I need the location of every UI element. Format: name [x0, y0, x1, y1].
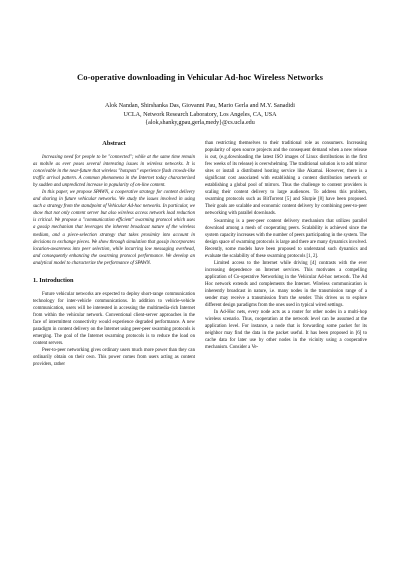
body-paragraph: Peer-to-peer networking gives ordinary users much more power than they can ordinarily obtain on their own. This power comes from users acting as content providers, rather: [33, 348, 195, 368]
author-names: Alok Nandan, Shirshanka Das, Giovanni Pau, Mario Gerla and M.Y. Sanadidi: [105, 103, 295, 109]
author-affiliation: UCLA, Network Research Laboratory, Los Angeles, CA, USA: [123, 111, 277, 118]
body-paragraph: than restricting themselves to their traditional role as consumers. Increasing popularity of open source projects and the consequent demand when a new release is out, (e.g.downloading the latest ISO images of Linux distributions in the first few weeks of its release) is overwhelming. The traditional solution is to add mirror sites or install a distributed hosting service like Akamai. However, there is a significant cost associated with establishing a content distribution network or establishing a global pool of mirrors. Thus the challenge to content providers is scaling their content delivery to large audiences. To address this problem, swarming protocols such as BitTorrent [5] and Slurpie [8] have been proposed. Their goals are scalable and economic content delivery by combining peer-to-peer networking with parallel downloads.: [205, 141, 367, 217]
body-paragraph: Future vehicular networks are expected to deploy short-range communication technology for inter-vehicle communications. In addition to vehicle-vehicle communication, users will be interested in accessing the multimedia-rich Internet from within the vehicular network. Conventional client-server approaches in the face of intermittent connectivity would experience degraded performance. A new paradigm in content delivery on the Internet using peer-peer swarming protocols is emerging. The goal of the Internet swarming protocols is to reduce the load on content servers.: [33, 291, 195, 347]
right-column: [205, 140, 367, 351]
author-block: [0, 102, 400, 128]
abstract-heading: Abstract: [102, 140, 126, 147]
paper-title: Co-operative downloading in Vehicular Ad-hoc Wireless Networks: [77, 72, 323, 82]
section-heading: 1. Introduction: [33, 276, 74, 284]
abstract-paragraph: Increasing need for people to be "connected"; while at the same time remain as mobile as ever poses several interesting issues in wireless networks. It is conceivable in the near-future that wireless "hotspots" experience flash crowds-like traffic arrival pattern. A common phenomena in the Internet today characterized by sudden and unpredicted increase in popularity of on-line content.: [33, 155, 195, 189]
abstract-body: [33, 154, 195, 267]
abstract-paragraph: In this paper, we propose SPAWN, a cooperative strategy for content delivery and sharing in future vehicular networks. We study the issues involved in using such a strategy from the standpoint of Vehicular Ad-hoc networks. In particular, we show that not only content server but also wireless access network load reduction is critical. We propose a "communication efficient" swarming protocol which uses a gossip mechanism that leverages the inherent broadcast nature of the wireless medium, and a piece-selection strategy that takes proximity into account in decisions to exchange pieces. We show through simulation that gossip incorporates location-awareness into peer selection, while incurring low messaging overhead, and consequently enhancing the swarming protocol performance. We develop an analytical model to characterize the performance of SPAWN.: [33, 190, 195, 266]
author-email: {alok,shanky,gpau,gerla,medy}@cs.ucla.edu: [145, 120, 255, 127]
body-paragraph: In Ad-Hoc nets, every node acts as a router for other nodes in a multi-hop wireless scenario. Thus, cooperation at the network level can be assumed at the application level. For instance, a node that is forwarding some packet for its neighbor may find the data in the packet useful. It has been proposed in [6] to cache data for later use by other nodes in the vicinity using a cooperative mechanism. Consider a Ve-: [205, 310, 367, 351]
body-paragraph: Limited access to the Internet while driving [4] contrasts with the ever increasing dependence on Internet services. This motivates a compelling application of Co-operative Networking in the Vehicular Ad-hoc network. The Ad Hoc network extends and complements the Internet. Wireless communication is inherently broadcast in nature, i.e. many nodes in the transmission range of a sender may receive a transmission from the sender. This drives us to explore different design paradigms from the ones used in typical wired settings.: [205, 260, 367, 309]
left-column: [33, 140, 195, 368]
body-paragraph: Swarming is a peer-peer content delivery mechanism that utilizes parallel download among a mesh of cooperating peers. Scalability is achieved since the system capacity increases with the number of peers participating in the system. The design space of swarming protocols is large and there are many dynamics involved. Recently, some models have been proposed to understand such dynamics and evaluate the scalability of these swarming protocols [1, 2].: [205, 218, 367, 259]
